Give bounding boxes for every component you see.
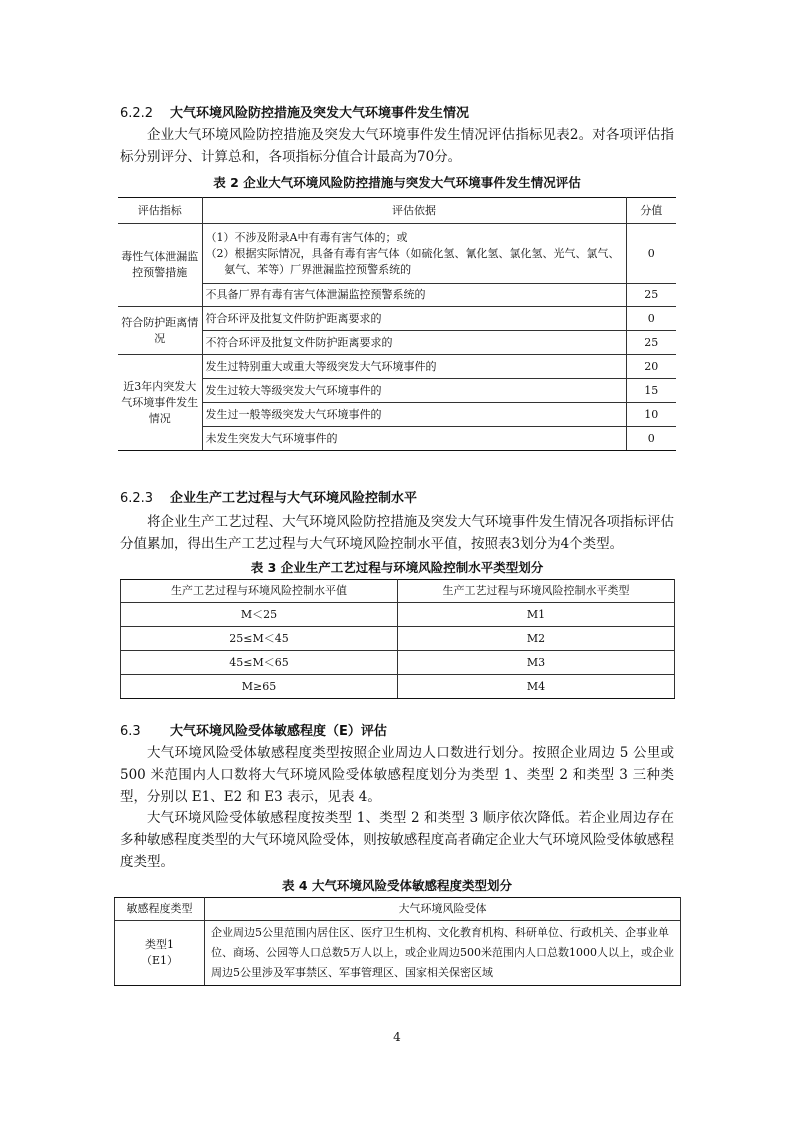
header-cell: 生产工艺过程与环境风险控制水平值	[121, 580, 398, 603]
header-cell: 生产工艺过程与环境风险控制水平类型	[398, 580, 675, 603]
section-title: 大气环境风险受体敏感程度（E）评估	[170, 724, 387, 739]
table-row	[118, 331, 676, 355]
section-heading-6-2-2	[120, 102, 469, 121]
table-row	[121, 651, 675, 675]
table-row	[121, 675, 675, 699]
value-cell: 45≤M＜65	[121, 651, 398, 675]
header-cell: 分值	[626, 198, 676, 224]
type-cell: M1	[398, 603, 675, 627]
type-cell	[115, 921, 205, 986]
criteria-cell: 发生过特别重大或重大等级突发大气环境事件的	[202, 355, 626, 379]
value-cell: 25≤M＜45	[121, 627, 398, 651]
section-title: 企业生产工艺过程与大气环境风险控制水平	[170, 491, 418, 506]
criteria-cell: 发生过较大等级突发大气环境事件的	[202, 379, 626, 403]
table-row	[118, 284, 676, 307]
value-cell: M＜25	[121, 603, 398, 627]
section-number: 6.3	[120, 724, 141, 739]
section-number: 6.2.2	[120, 106, 154, 121]
indicator-cell: 符合防护距离情况	[118, 307, 202, 355]
header-cell: 评估依据	[202, 198, 626, 224]
score-cell: 10	[626, 403, 676, 427]
criteria-cell: 发生过一般等级突发大气环境事件的	[202, 403, 626, 427]
table-row	[118, 224, 676, 284]
paragraph-6-3-2: 大气环境风险受体敏感程度按类型 1、类型 2 和类型 3 顺序依次降低。若企业周边存在多种敏感程度类型的大气环境风险受体，则按敏感程度高者确定企业大气环境风险受体敏感程度类型。	[120, 810, 674, 870]
score-cell: 25	[626, 331, 676, 355]
paragraph-6-2-3: 将企业生产工艺过程、大气环境风险防控措施及突发大气环境事件发生情况各项指标评估分值累加，得出生产工艺过程与大气环境风险控制水平值，按照表3划分为4个类型。	[120, 514, 674, 552]
section-title: 大气环境风险防控措施及突发大气环境事件发生情况	[170, 106, 470, 121]
table-4	[114, 897, 681, 986]
type-cell: M3	[398, 651, 675, 675]
table-header-row	[118, 198, 676, 224]
criteria-line: （1）不涉及附录A中有毒有害气体的；或	[205, 230, 408, 244]
table-row	[118, 427, 676, 451]
criteria-cell: 未发生突发大气环境事件的	[202, 427, 626, 451]
paragraph-6-3-1: 大气环境风险受体敏感程度类型按照企业周边人口数进行划分。按照企业周边 5 公里或 500 米范围内人口数将大气环境风险受体敏感程度划分为类型 1、类型 2 和类型 3 三种类型，分别以 E1、E2 和 E3 表示，见表 4。	[120, 745, 674, 805]
type-label: 类型1	[145, 938, 174, 951]
section-heading-6-3	[120, 720, 387, 739]
criteria-line: （2）根据实际情况，具备有毒有害气体（如硫化氢、氰化氢、氯化氢、光气、氯气、氨气、苯等）厂界泄漏监控预警系统的	[205, 246, 620, 276]
table-header-row	[115, 898, 681, 921]
table-row	[118, 307, 676, 331]
table-row	[121, 603, 675, 627]
table3-caption: 表 3 企业生产工艺过程与环境风险控制水平类型划分	[250, 560, 544, 575]
type-cell: M2	[398, 627, 675, 651]
header-cell: 评估指标	[118, 198, 202, 224]
score-cell: 15	[626, 379, 676, 403]
receptor-cell: 企业周边5公里范围内居住区、医疗卫生机构、文化教育机构、科研单位、行政机关、企事业单位、商场、公园等人口总数5万人以上，或企业周边500米范围内人口总数1000人以上，或企业周边5公里涉及军事禁区、军事管理区、国家相关保密区域	[205, 921, 681, 986]
table-row	[121, 627, 675, 651]
score-cell: 0	[626, 427, 676, 451]
header-cell: 大气环境风险受体	[205, 898, 681, 921]
table4-caption: 表 4 大气环境风险受体敏感程度类型划分	[282, 878, 512, 893]
table-header-row	[121, 580, 675, 603]
score-cell: 20	[626, 355, 676, 379]
criteria-cell	[202, 224, 626, 284]
type-code: （E1）	[140, 954, 179, 967]
indicator-cell: 近3年内突发大气环境事件发生情况	[118, 355, 202, 451]
table-row	[115, 921, 681, 986]
criteria-cell: 不符合环评及批复文件防护距离要求的	[202, 331, 626, 355]
criteria-cell: 不具备厂界有毒有害气体泄漏监控预警系统的	[202, 284, 626, 307]
table-row	[118, 355, 676, 379]
paragraph-6-2-2: 企业大气环境风险防控措施及突发大气环境事件发生情况评估指标见表2。对各项评估指标分别评分、计算总和，各项指标分值合计最高为70分。	[120, 127, 674, 165]
score-cell: 0	[626, 307, 676, 331]
table-3	[120, 579, 675, 699]
value-cell: M≥65	[121, 675, 398, 699]
table-2	[118, 197, 676, 451]
score-cell: 0	[626, 224, 676, 284]
type-cell: M4	[398, 675, 675, 699]
page-number: 4	[393, 1030, 401, 1044]
table-row	[118, 379, 676, 403]
indicator-cell: 毒性气体泄漏监控预警措施	[118, 224, 202, 307]
section-number: 6.2.3	[120, 491, 154, 506]
section-heading-6-2-3	[120, 487, 417, 506]
header-cell: 敏感程度类型	[115, 898, 205, 921]
criteria-cell: 符合环评及批复文件防护距离要求的	[202, 307, 626, 331]
table-row	[118, 403, 676, 427]
score-cell: 25	[626, 284, 676, 307]
table2-caption: 表 2 企业大气环境风险防控措施与突发大气环境事件发生情况评估	[213, 175, 581, 190]
